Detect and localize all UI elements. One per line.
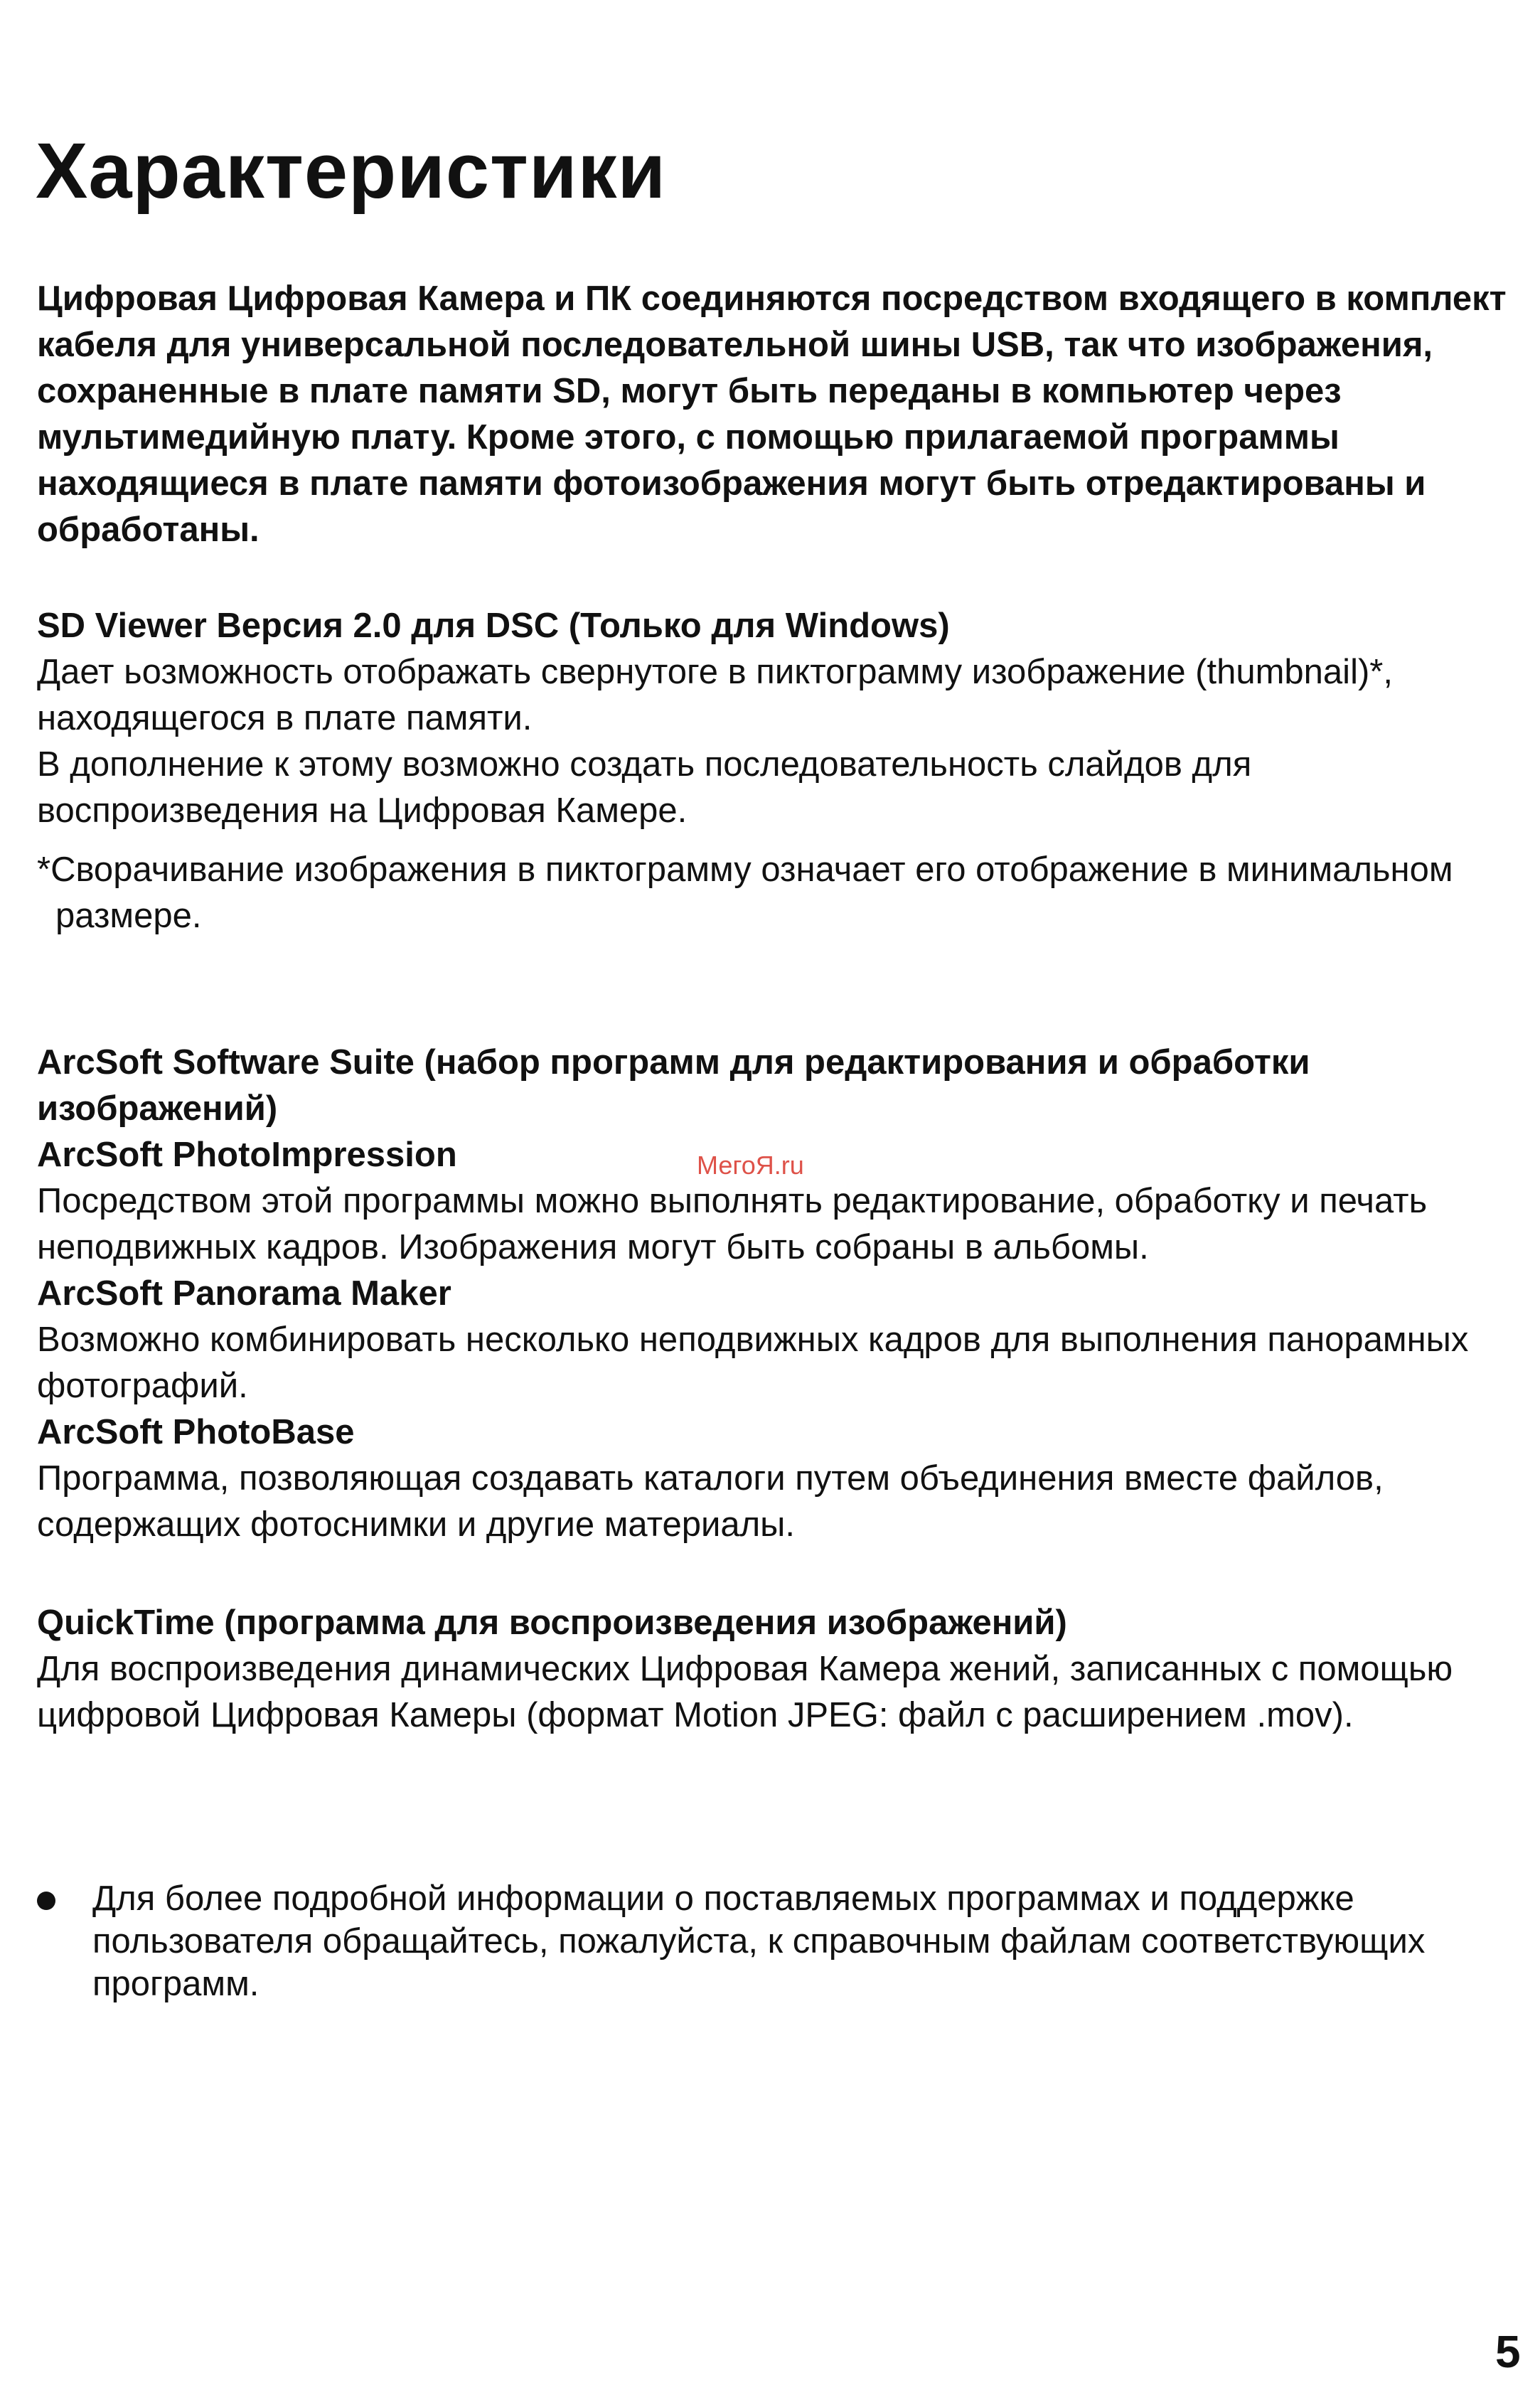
- quicktime-section: [37, 1600, 1509, 1739]
- watermark: МегоЯ.ru: [697, 1151, 804, 1180]
- photobase-heading: ArcSoft PhotoBase: [37, 1413, 355, 1451]
- sd-viewer-heading: SD Viewer Версия 2.0 для DSC (Только для Windows): [37, 607, 950, 645]
- sd-viewer-footnote: *Сворачивание изображения в пиктограмму означает его отображение в минимальном размере.: [37, 850, 1453, 935]
- panorama-text: Возможно комбинировать несколько неподвижных кадров для выполнения панорамных фотографий.: [37, 1321, 1469, 1405]
- quicktime-text: Для воспроизведения динамических Цифровая Камера жений, записанных с помощью цифровой Цифровая Камеры (формат Motion JPEG: файл с расширением .mov).: [37, 1650, 1453, 1734]
- bullet-note-text: Для более подробной информации о поставляемых программах и поддержке пользователя обращайтесь, пожалуйста, к справочным файлам соответствующих программ.: [92, 1879, 1426, 2003]
- panorama-heading: ArcSoft Panorama Maker: [37, 1274, 451, 1313]
- page-number: 5: [1495, 2326, 1521, 2377]
- photoimpression-heading: ArcSoft PhotoImpression: [37, 1136, 457, 1174]
- bullet-note: [37, 1877, 1523, 2005]
- photobase-text: Программа, позволяющая создавать каталоги путем объединения вместе файлов, содержащих фотоснимки и другие материалы.: [37, 1459, 1384, 1544]
- photoimpression-text: Посредством этой программы можно выполнять редактирование, обработку и печать неподвижных кадров. Изображения могут быть собраны в альбомы.: [37, 1182, 1428, 1266]
- sd-viewer-section: [37, 603, 1509, 939]
- arcsoft-section: [37, 1040, 1509, 1548]
- quicktime-heading: QuickTime (программа для воспроизведения изображений): [37, 1604, 1067, 1642]
- bullet-icon: [37, 1892, 55, 1910]
- page-title: Характеристики: [36, 127, 667, 215]
- sd-viewer-paragraph-2: В дополнение к этому возможно создать последовательность слайдов для воспроизведения на Цифровая Камере.: [37, 745, 1252, 830]
- intro-paragraph: Цифровая Цифровая Камера и ПК соединяются посредством входящего в комплект кабеля для универсальной последовательной шины USB, так что изображения, сохраненные в плате памяти SD, могут быть переданы в компьютер через мультимедийную плату. Кроме этого, с помощью прилагаемой программы находящиеся в плате памяти фотоизображения могут быть отредактированы и обработаны.: [37, 279, 1507, 549]
- sd-viewer-paragraph-1: Дает ьозможность отображать свернутоге в пиктограмму изображение (thumbnail)*, находящегося в плате памяти.: [37, 653, 1393, 737]
- arcsoft-heading: ArcSoft Software Suite (набор программ для редактирования и обработки изображений): [37, 1043, 1310, 1128]
